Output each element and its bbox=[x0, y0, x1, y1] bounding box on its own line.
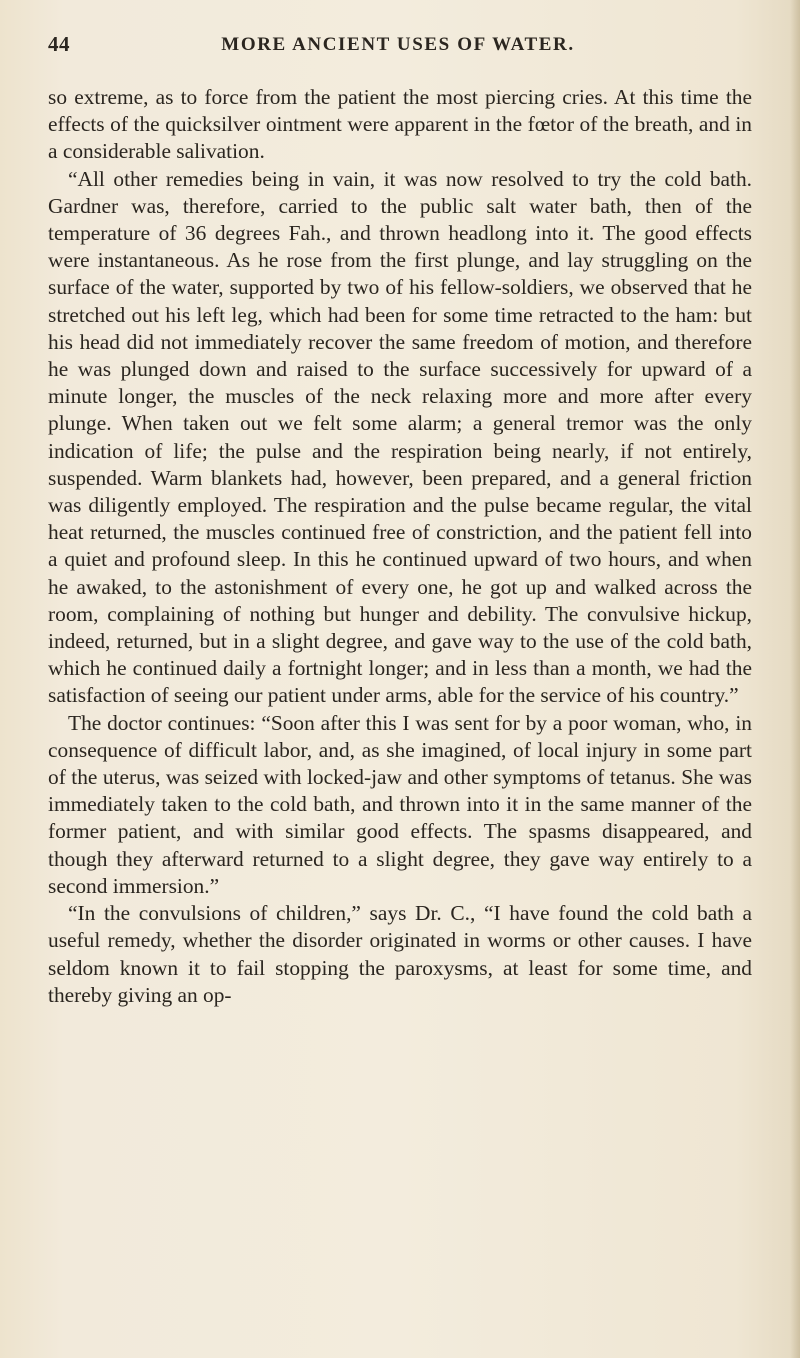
paragraph: “All other remedies being in vain, it was now resolved to try the cold bath. Gardner was, therefore, carried to the public salt water bath, then of the temperature of 36 degrees Fah., and thrown headlong into it. The good effects were instantaneous. As he rose from the first plunge, and lay struggling on the surface of the water, supported by two of his fellow-soldiers, we observed that he stretched out his left leg, which had been for some time retracted to the ham: but his head did not immediately recover the same freedom of motion, and therefore he was plunged down and raised to the surface successively for upward of a minute longer, the muscles of the neck relaxing more and more after every plunge. When taken out we felt some alarm; a general tremor was the only indication of life; the pulse and the respiration being nearly, if not entirely, suspended. Warm blankets had, however, been prepared, and a general friction was diligently employed. The respiration and the pulse became regular, the vital heat returned, the muscles continued free of constriction, and the patient fell into a quiet and profound sleep. In this he continued upward of two hours, and when he awaked, to the astonishment of every one, he got up and walked across the room, complaining of nothing but hunger and debility. The convulsive hickup, indeed, returned, but in a slight degree, and gave way to the use of the cold bath, which he continued daily a fortnight longer; and in less than a month, we had the satisfaction of seeing our patient under arms, able for the service of his country.” bbox=[48, 166, 752, 708]
paragraph: so extreme, as to force from the patient the most piercing cries. At this time the effects of the quicksilver ointment were apparent in the fœtor of the breath, and in a considerable salivation. bbox=[48, 85, 752, 164]
page-number: 44 bbox=[48, 32, 70, 56]
paragraph: “In the convulsions of children,” says Dr. C., “I have found the cold bath a useful remedy, whether the disorder originated in worms or other causes. I have seldom known it to fail stopping the paroxysms, at least for some time, and thereby giving an op- bbox=[48, 901, 752, 1007]
body-text bbox=[48, 84, 752, 1009]
paragraph: The doctor continues: “Soon after this I was sent for by a poor woman, who, in consequence of difficult labor, and, as she imagined, of local injury in some part of the uterus, was seized with locked-jaw and other symptoms of tetanus. She was immediately taken to the cold bath, and thrown into it in the same manner of the former patient, and with similar good effects. The spasms disappeared, and though they afterward returned to a slight degree, they gave way entirely to a second immersion.” bbox=[48, 710, 752, 898]
running-head: MORE ANCIENT USES OF WATER. bbox=[221, 34, 575, 55]
page-header bbox=[48, 32, 748, 58]
page-edge-shadow bbox=[790, 0, 800, 1358]
